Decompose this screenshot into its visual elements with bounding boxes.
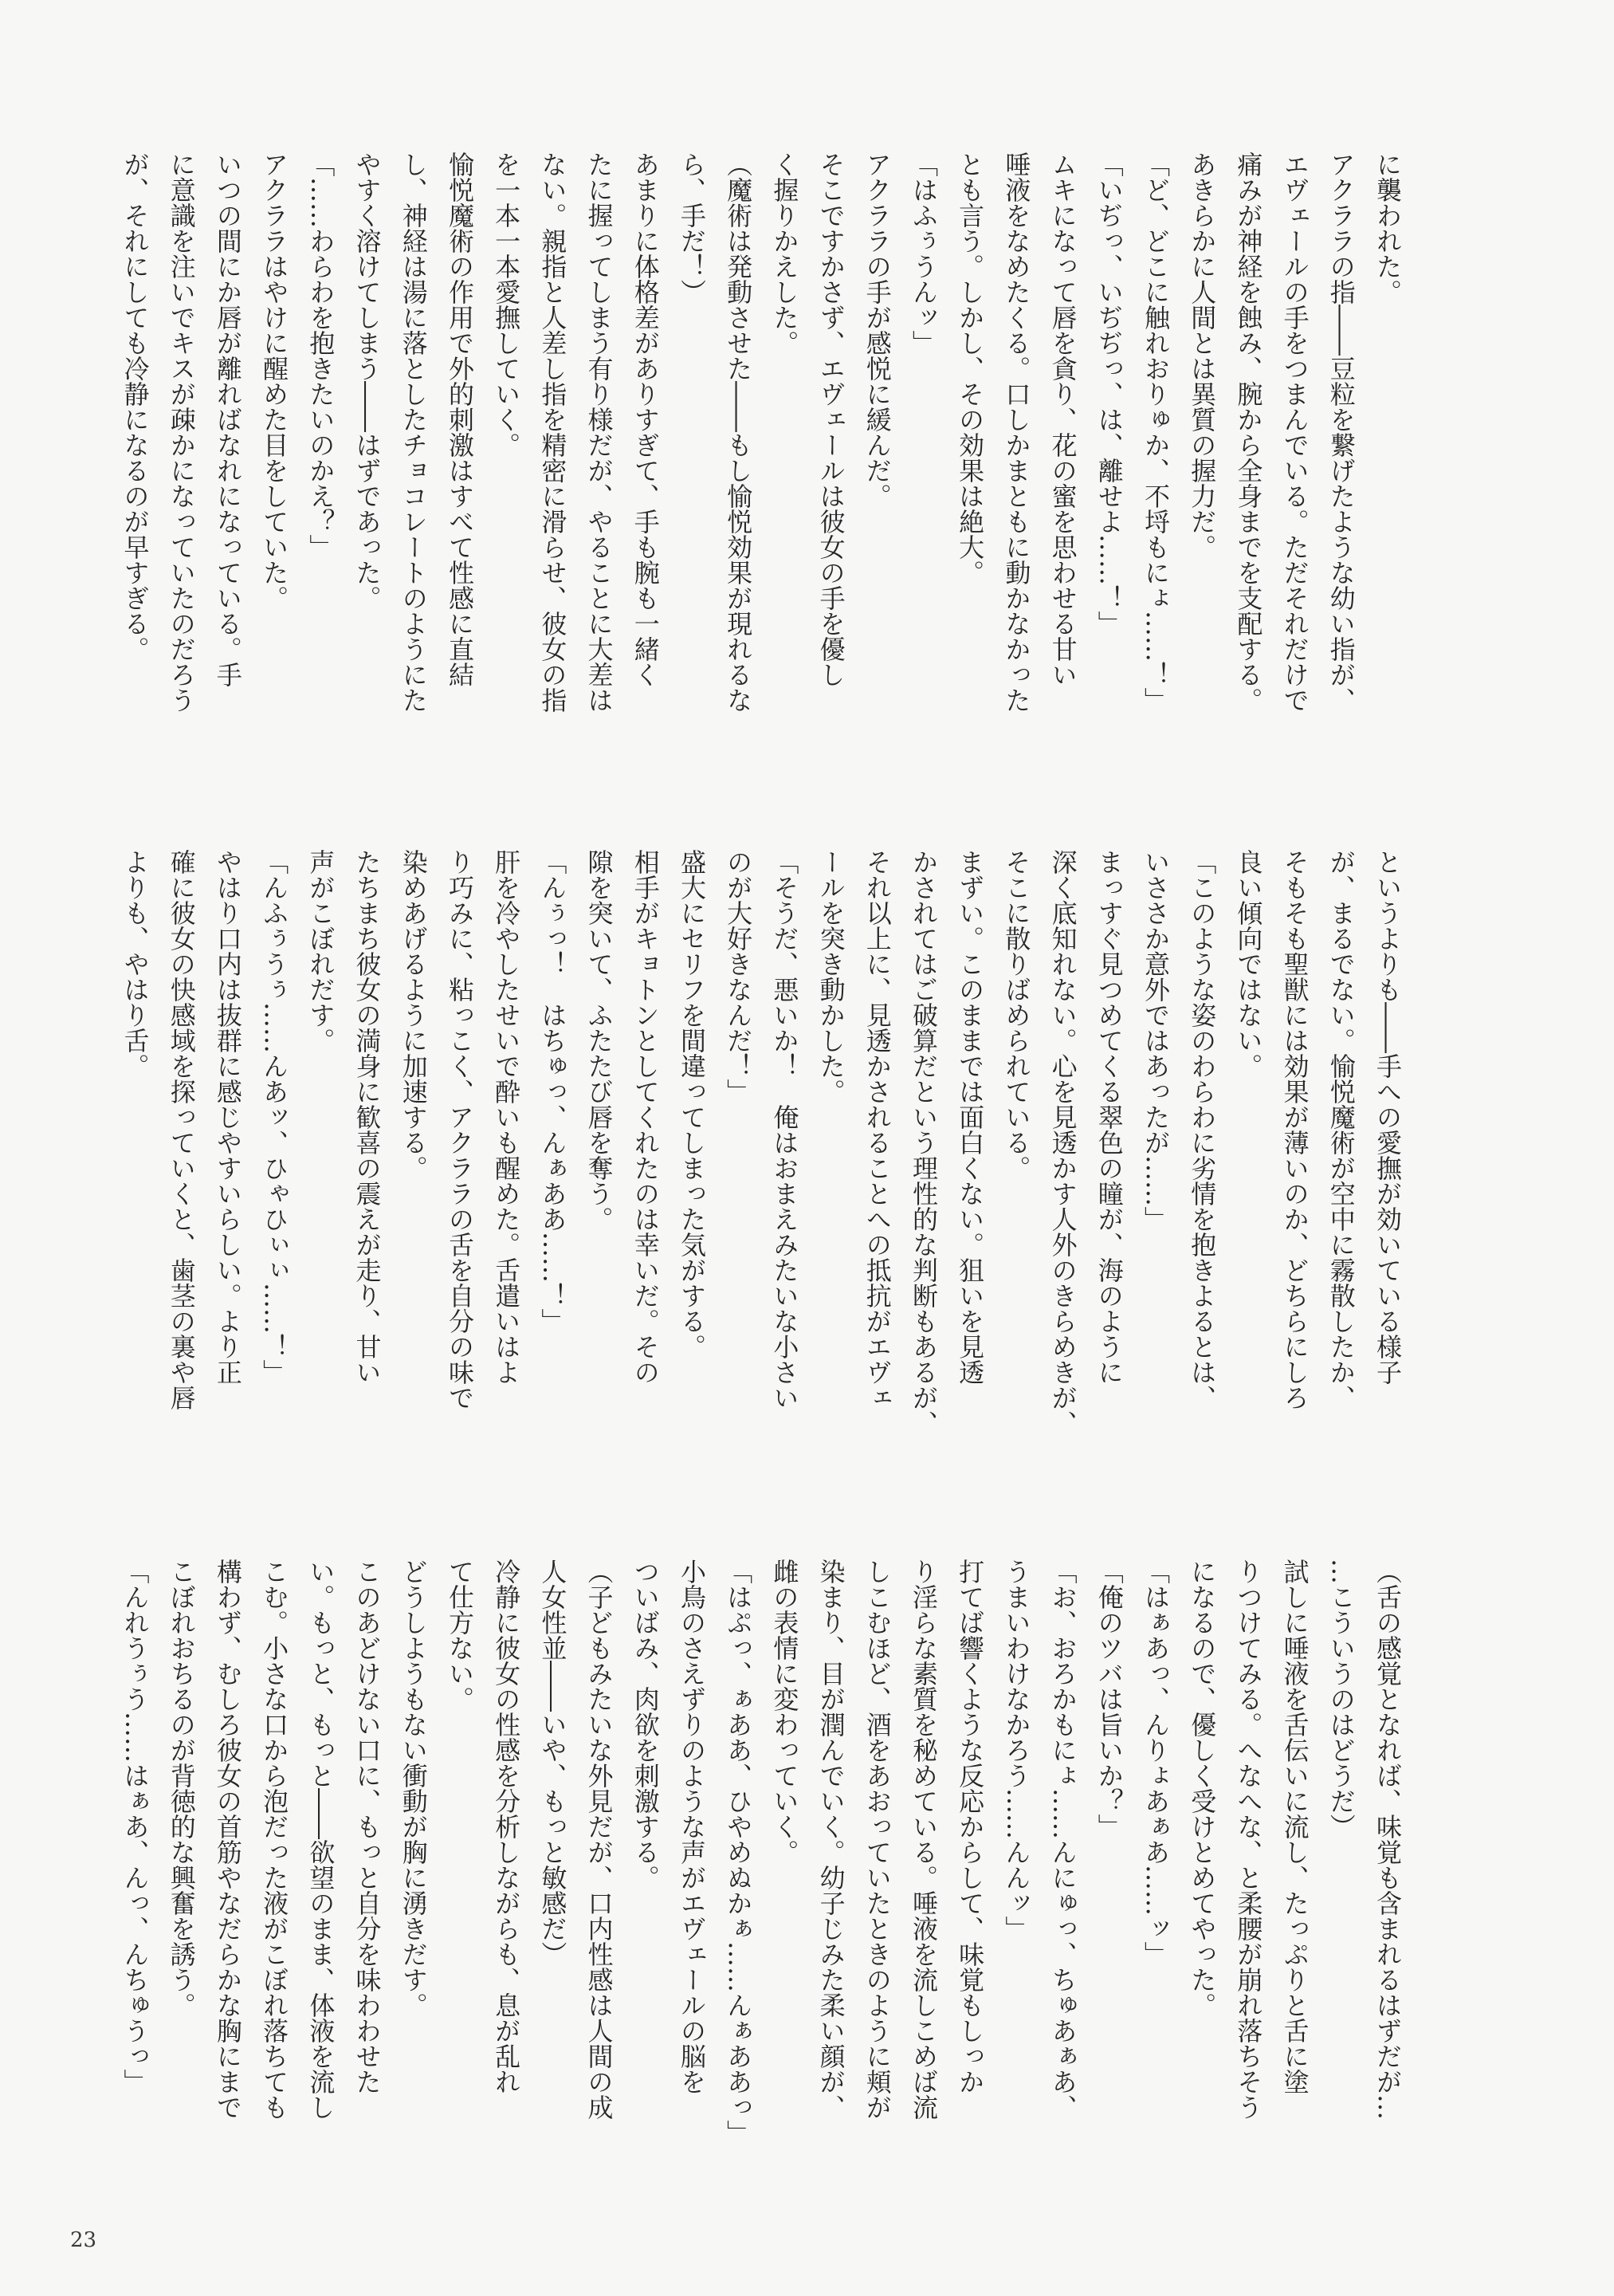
text-line: 人女性並――いや、もっと敏感だ） [537, 1559, 568, 1967]
text-line: を一本一本愛撫していく。 [491, 151, 522, 458]
text-block-top [120, 151, 1411, 885]
text-line: が、まるでない。愉悦魔術が空中に霧散したか、 [1325, 849, 1357, 1410]
text-line: 「そうだ、悪いか！ 俺はおまえみたいな小さい [769, 849, 800, 1410]
text-line: 打てば響くような反応からして、味覚もしっか [955, 1559, 986, 2094]
text-line: いささか意外ではあったが……」 [1140, 849, 1171, 1232]
text-line: 深く底知れない。心を見透かす人外のきらめきが、 [1047, 849, 1078, 1436]
text-line: り淫らな素質を秘めている。唾液を流しこめば流 [908, 1559, 939, 2120]
text-line: 染まり、目が潤んでいく。幼子じみた柔い顔が、 [815, 1559, 846, 2120]
text-line: 「んぅっ！ はちゅっ、んぁああ……！」 [537, 849, 568, 1334]
text-line: （舌の感覚となれば、味覚も含まれるはずだが… [1372, 1559, 1403, 2120]
text-line: 声がこぼれだす。 [305, 849, 336, 1053]
text-line: 冷静に彼女の性感を分析しながらも、息が乱れ [491, 1559, 522, 2094]
text-line: ムキになって唇を貪り、花の蜜を思わせる甘い [1047, 151, 1078, 687]
text-line: やすく溶けてしまう――はずであった。 [351, 151, 383, 611]
text-line: い。もっと、もっと――欲望のまま、体液を流し [305, 1559, 336, 2120]
text-line: 痛みが神経を蝕み、腕から全身までを支配する。 [1233, 151, 1264, 713]
text-line: し、神経は湯に落としたチョコレートのようにた [398, 151, 429, 713]
text-line: しこむほど、酒をあおっていたときのように頬が [862, 1559, 893, 2120]
text-block-bottom [120, 1559, 1411, 2268]
text-line: 雌の表情に変わっていく。 [769, 1559, 800, 1865]
text-line: 小鳥のさえずりのような声がエヴェールの脳を [676, 1559, 707, 2094]
text-line: どうしようもない衝動が胸に湧きだす。 [398, 1559, 429, 2018]
text-line: が、それにしても冷静になるのが早すぎる。 [120, 151, 151, 662]
text-line: いつの間にか唇が離ればなれになっている。手 [212, 151, 243, 687]
text-line: になるので、優しく受けとめてやった。 [1187, 1559, 1218, 2018]
text-line: やはり口内は抜群に感じやすいらしい。より正 [212, 849, 243, 1385]
text-line: 「はぁあっ、んりょあぁあ……ッ」 [1140, 1559, 1171, 1967]
text-line: 良い傾向ではない。 [1233, 849, 1264, 1079]
text-line: 構わず、むしろ彼女の首筋やなだらかな胸にまで [212, 1559, 243, 2120]
text-line: エヴェールの手をつまんでいる。ただそれだけで [1279, 151, 1310, 713]
text-line: とも言う。しかし、その効果は絶大。 [955, 151, 986, 585]
text-line: 試しに唾液を舌伝いに流し、たっぷりと舌に塗 [1279, 1559, 1310, 2094]
text-line: 盛大にセリフを間違ってしまった気がする。 [676, 849, 707, 1359]
text-line: （子どもみたいな外見だが、口内性感は人間の成 [583, 1559, 615, 2120]
text-line: に意識を注いでキスが疎かになっていたのだろう [166, 151, 197, 713]
text-line: そこに散りばめられている。 [1001, 849, 1032, 1181]
text-line: まずい。このままでは面白くない。狙いを見透 [955, 849, 986, 1385]
text-line: 「はぷっ、ぁああ、ひやめぬかぁ……んぁああっ」 [723, 1559, 754, 2145]
text-line: アクララの指――豆粒を繋げたような幼い指が、 [1325, 151, 1357, 713]
text-line: うまいわけなかろう……んんッ」 [1001, 1559, 1032, 1941]
text-line: 「お、おろかもにょ……んにゅっ、ちゅあぁあ、 [1047, 1559, 1078, 2120]
text-line: て仕方ない。 [444, 1559, 475, 1712]
text-line: たちまち彼女の満身に歓喜の震えが走り、甘い [351, 849, 383, 1385]
text-line: まっすぐ見つめてくる翠色の瞳が、海のように [1094, 849, 1125, 1385]
text-line: ールを突き動かした。 [815, 849, 846, 1104]
text-line: そこですかさず、エヴェールは彼女の手を優し [815, 151, 846, 687]
text-line: 「……わらわを抱きたいのかえ？」 [305, 151, 336, 560]
text-line: 「はふぅうんッ」 [908, 151, 939, 356]
text-line: 隙を突いて、ふたたび唇を奪う。 [583, 849, 615, 1232]
text-line: あまりに体格差がありすぎて、手も腕も一緒く [630, 151, 661, 687]
text-line: というよりも――手への愛撫が効いている様子 [1372, 849, 1403, 1385]
text-line: ない。親指と人差し指を精密に滑らせ、彼女の指 [537, 151, 568, 713]
text-line: あきらかに人間とは異質の握力だ。 [1187, 151, 1218, 560]
text-line: 「ど、どこに触れおりゅか、不埒もにょ……！」 [1140, 151, 1171, 713]
text-line: こむ。小さな口から泡だった液がこぼれ落ちても [259, 1559, 290, 2120]
text-line: 「んふぅうぅ……んあッ、ひゃひぃぃ……！」 [259, 849, 290, 1385]
text-line: それ以上に、見透かされることへの抵抗がエヴェ [862, 849, 893, 1410]
text-line: （魔術は発動させた――もし愉悦効果が現れるな [723, 151, 754, 713]
text-line: に襲われた。 [1372, 151, 1403, 305]
text-line: 「俺のツバは旨いか？」 [1094, 1559, 1125, 1839]
text-line: 唾液をなめたくる。口しかまともに動かなかった [1001, 151, 1032, 713]
text-line: ら、手だ！） [676, 151, 707, 305]
text-line: アクララの手が感悦に緩んだ。 [862, 151, 893, 509]
text-line: 肝を冷やしたせいで酔いも醒めた。舌遣いはよ [491, 849, 522, 1385]
text-line: のが大好きなんだ！」 [723, 849, 754, 1104]
text-block-middle [120, 849, 1411, 1575]
text-line: 染めあげるように加速する。 [398, 849, 429, 1181]
text-line: こぼれおちるのが背徳的な興奮を誘う。 [166, 1559, 197, 2018]
text-line: く握りかえした。 [769, 151, 800, 356]
text-line: り巧みに、粘っこく、アクララの舌を自分の味で [444, 849, 475, 1410]
text-line: ついばみ、肉欲を刺激する。 [630, 1559, 661, 1890]
text-line: かされてはご破算だという理性的な判断もあるが、 [908, 849, 939, 1436]
text-line: 「んれうぅう……はぁあ、んっ、んちゅうっ」 [120, 1559, 151, 2094]
text-line: 「いぢっ、いぢぢっ、は、離せよ……！」 [1094, 151, 1125, 636]
text-line: よりも、やはり舌。 [120, 849, 151, 1079]
text-line: アクララはやけに醒めた目をしていた。 [259, 151, 290, 611]
text-line: そもそも聖獣には効果が薄いのか、どちらにしろ [1279, 849, 1310, 1410]
text-line: …こういうのはどうだ） [1325, 1559, 1357, 1839]
text-line: 「このような姿のわらわに劣情を抱きよるとは、 [1187, 849, 1218, 1410]
text-line: 確に彼女の快感域を探っていくと、歯茎の裏や唇 [166, 849, 197, 1410]
text-line: りつけてみる。へなへな、と柔腰が崩れ落ちそう [1233, 1559, 1264, 2120]
text-line: このあどけない口に、もっと自分を味わわせた [351, 1559, 383, 2094]
text-line: 相手がキョトンとしてくれたのは幸いだ。その [630, 849, 661, 1385]
text-line: たに握ってしまう有り様だが、やることに大差は [583, 151, 615, 713]
text-line: 愉悦魔術の作用で外的刺激はすべて性感に直結 [444, 151, 475, 687]
page-number: 23 [70, 2228, 97, 2252]
